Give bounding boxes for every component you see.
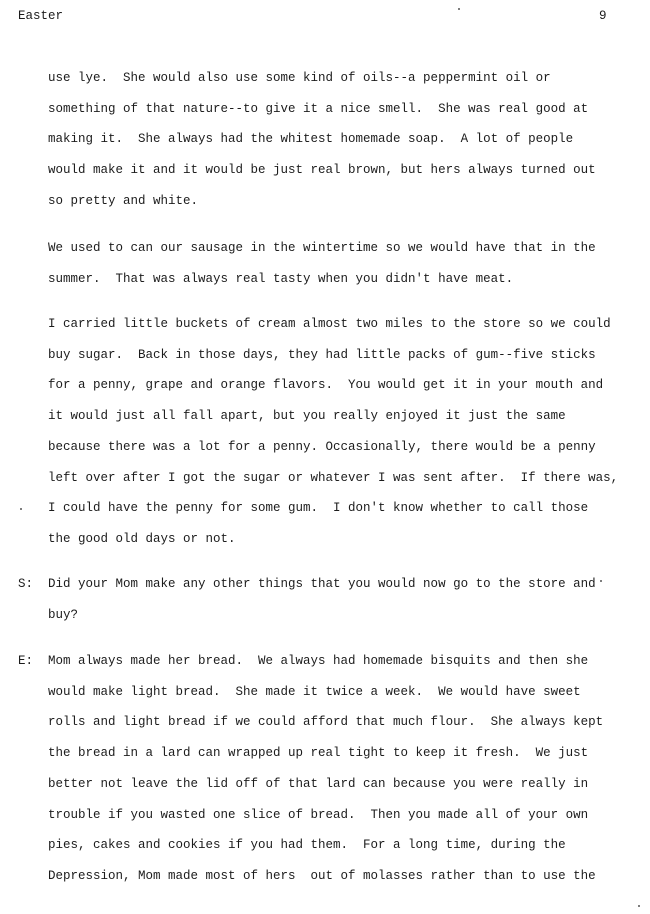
- scan-speck: [458, 8, 460, 10]
- text-line: I could have the penny for some gum. I don't know whether to call those: [48, 501, 589, 516]
- text-line: I carried little buckets of cream almost two miles to the store so we could: [48, 317, 611, 331]
- text-line: buy sugar. Back in those days, they had little packs of gum--five sticks: [48, 347, 596, 362]
- text-line: buy?: [48, 607, 79, 622]
- text-line: trouble if you wasted one slice of bread. Then you made all of your own: [48, 807, 589, 822]
- text-line: rolls and light bread if we could afford that much flour. She always kept: [48, 715, 604, 730]
- header-name: Easter: [18, 9, 64, 23]
- text-line: making it. She always had the whitest homemade soap. A lot of people: [48, 132, 574, 147]
- text-line: Depression, Mom made most of hers out of molasses rather than to use the: [48, 868, 596, 883]
- text-line: use lye. She would also use some kind of oils--a peppermint oil or: [48, 71, 551, 85]
- text-line: better not leave the lid off of that lard can because you were really in: [48, 776, 589, 791]
- text-line: because there was a lot for a penny. Occasionally, there would be a penny: [48, 439, 596, 454]
- speaker-label: S:: [18, 577, 34, 591]
- text-line: the bread in a lard can wrapped up real tight to keep it fresh. We just: [48, 746, 589, 761]
- text-line: Mom always made her bread. We always had homemade bisquits and then she: [48, 654, 589, 668]
- text-line: left over after I got the sugar or whatever I was sent after. If there was,: [48, 470, 619, 485]
- text-line: so pretty and white.: [48, 193, 199, 208]
- text-line: would make light bread. She made it twice a week. We would have sweet: [48, 684, 581, 699]
- page-number: 9: [599, 9, 607, 23]
- scan-speck: [600, 580, 602, 582]
- text-line: summer. That was always real tasty when you didn't have meat.: [48, 271, 514, 286]
- text-line: would make it and it would be just real brown, but hers always turned out: [48, 163, 596, 178]
- text-line: for a penny, grape and orange flavors. You would get it in your mouth and: [48, 378, 604, 393]
- text-line: We used to can our sausage in the wintertime so we would have that in the: [48, 241, 596, 255]
- text-line: the good old days or not.: [48, 531, 236, 546]
- text-line: pies, cakes and cookies if you had them. For a long time, during the: [48, 838, 566, 853]
- speaker-label: E:: [18, 654, 34, 668]
- scan-speck: [638, 905, 640, 907]
- text-line: Did your Mom make any other things that you would now go to the store and: [48, 577, 596, 591]
- scan-speck: [20, 508, 22, 510]
- text-line: something of that nature--to give it a nice smell. She was real good at: [48, 101, 589, 116]
- text-line: it would just all fall apart, but you really enjoyed it just the same: [48, 409, 566, 424]
